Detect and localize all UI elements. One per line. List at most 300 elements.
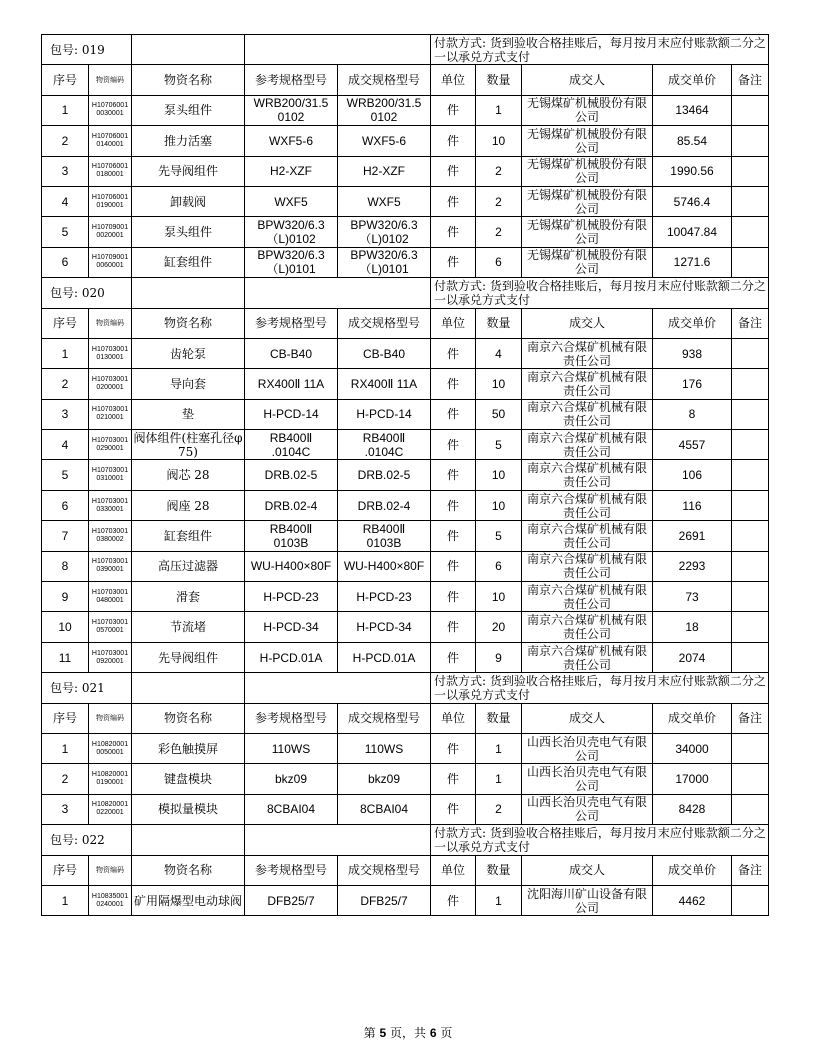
reference-spec: CB-B40 xyxy=(245,338,338,368)
unit-price: 10047.84 xyxy=(653,217,732,247)
deal-spec: WU-H400×80F xyxy=(338,551,431,581)
unit: 件 xyxy=(431,369,476,399)
reference-spec: WXF5-6 xyxy=(245,126,338,156)
unit-price: 17000 xyxy=(653,764,732,794)
item-number: 7 xyxy=(42,521,89,551)
column-header-quantity: 数量 xyxy=(476,703,522,733)
reference-spec: RX400Ⅱ 11A xyxy=(245,369,338,399)
column-header-remark: 备注 xyxy=(732,855,769,885)
package-label: 包号: 020 xyxy=(42,278,132,308)
column-header-material-code: 物资编码 xyxy=(89,65,132,95)
supplier: 南京六合煤矿机械有限责任公司 xyxy=(522,490,653,520)
material-code: H10703001 0310001 xyxy=(89,460,132,490)
quantity: 1 xyxy=(476,733,522,763)
remark xyxy=(732,460,769,490)
deal-spec: H-PCD-23 xyxy=(338,582,431,612)
table-row xyxy=(42,186,769,216)
supplier: 无锡煤矿机械股份有限公司 xyxy=(522,217,653,247)
material-name: 阀芯 28 xyxy=(132,460,245,490)
footer-page-total: 6 xyxy=(429,1026,437,1040)
table-row xyxy=(42,156,769,186)
unit-price: 18 xyxy=(653,612,732,642)
footer-suffix: 页 xyxy=(436,1026,453,1040)
deal-spec: WXF5-6 xyxy=(338,126,431,156)
column-header-row xyxy=(42,308,769,338)
column-header-unit-price: 成交单价 xyxy=(653,65,732,95)
column-header-material-name: 物资名称 xyxy=(132,855,245,885)
quantity: 6 xyxy=(476,551,522,581)
material-name: 垫 xyxy=(132,399,245,429)
unit: 件 xyxy=(431,430,476,460)
item-number: 6 xyxy=(42,247,89,277)
column-header-material-name: 物资名称 xyxy=(132,308,245,338)
table-row xyxy=(42,399,769,429)
material-name: 先导阀组件 xyxy=(132,156,245,186)
item-number: 2 xyxy=(42,126,89,156)
remark xyxy=(732,551,769,581)
material-name: 节流堵 xyxy=(132,612,245,642)
reference-spec: DRB.02-5 xyxy=(245,460,338,490)
quantity: 1 xyxy=(476,95,522,125)
material-code: H10820001 0050001 xyxy=(89,733,132,763)
package-label: 包号: 019 xyxy=(42,35,132,65)
item-number: 9 xyxy=(42,582,89,612)
unit-price: 73 xyxy=(653,582,732,612)
remark xyxy=(732,338,769,368)
table-row xyxy=(42,460,769,490)
table-row xyxy=(42,885,769,915)
package-label: 包号: 021 xyxy=(42,673,132,703)
unit: 件 xyxy=(431,764,476,794)
remark xyxy=(732,399,769,429)
quantity: 2 xyxy=(476,156,522,186)
item-number: 1 xyxy=(42,338,89,368)
reference-spec: H-PCD-14 xyxy=(245,399,338,429)
quantity: 2 xyxy=(476,794,522,824)
remark xyxy=(732,733,769,763)
table-row xyxy=(42,338,769,368)
column-header-unit-price: 成交单价 xyxy=(653,308,732,338)
reference-spec: 8CBAI04 xyxy=(245,794,338,824)
material-code: H10703001 0390001 xyxy=(89,551,132,581)
unit-price: 85.54 xyxy=(653,126,732,156)
material-code: H10703001 0380002 xyxy=(89,521,132,551)
column-header-material-code: 物资编码 xyxy=(89,855,132,885)
payment-terms: 付款方式: 货到验收合格挂账后，每月按月末应付账款额二分之一以承兑方式支付 xyxy=(431,278,769,308)
table-row xyxy=(42,551,769,581)
quantity: 10 xyxy=(476,369,522,399)
deal-spec: DRB.02-4 xyxy=(338,490,431,520)
remark xyxy=(732,490,769,520)
column-header-material-name: 物资名称 xyxy=(132,703,245,733)
unit-price: 4557 xyxy=(653,430,732,460)
quantity: 1 xyxy=(476,764,522,794)
material-name: 阀座 28 xyxy=(132,490,245,520)
unit: 件 xyxy=(431,612,476,642)
material-name: 缸套组件 xyxy=(132,521,245,551)
reference-spec: RB400Ⅱ 0103B xyxy=(245,521,338,551)
unit: 件 xyxy=(431,247,476,277)
remark xyxy=(732,582,769,612)
column-header-material-name: 物资名称 xyxy=(132,65,245,95)
column-header-reference-spec: 参考规格型号 xyxy=(245,855,338,885)
remark xyxy=(732,521,769,551)
item-number: 3 xyxy=(42,399,89,429)
deal-spec: WRB200/31.5 0102 xyxy=(338,95,431,125)
column-header-remark: 备注 xyxy=(732,308,769,338)
column-header-supplier: 成交人 xyxy=(522,855,653,885)
supplier: 南京六合煤矿机械有限责任公司 xyxy=(522,551,653,581)
column-header-item-number: 序号 xyxy=(42,703,89,733)
footer-page-number: 5 xyxy=(379,1026,387,1040)
item-number: 10 xyxy=(42,612,89,642)
unit: 件 xyxy=(431,733,476,763)
material-code: H10706001 0190001 xyxy=(89,186,132,216)
deal-spec: 110WS xyxy=(338,733,431,763)
unit-price: 2074 xyxy=(653,642,732,672)
material-name: 泵头组件 xyxy=(132,95,245,125)
package-row xyxy=(42,673,769,703)
quantity: 5 xyxy=(476,430,522,460)
remark xyxy=(732,156,769,186)
item-number: 3 xyxy=(42,156,89,186)
column-header-deal-spec: 成交规格型号 xyxy=(338,855,431,885)
table-row xyxy=(42,521,769,551)
item-number: 3 xyxy=(42,794,89,824)
reference-spec: H-PCD-34 xyxy=(245,612,338,642)
quantity: 50 xyxy=(476,399,522,429)
blank-cell xyxy=(245,673,431,703)
column-header-row xyxy=(42,855,769,885)
column-header-item-number: 序号 xyxy=(42,855,89,885)
unit-price: 116 xyxy=(653,490,732,520)
deal-spec: CB-B40 xyxy=(338,338,431,368)
quantity: 10 xyxy=(476,490,522,520)
blank-cell xyxy=(132,825,245,855)
remark xyxy=(732,612,769,642)
material-code: H10706001 0030001 xyxy=(89,95,132,125)
unit-price: 13464 xyxy=(653,95,732,125)
supplier: 无锡煤矿机械股份有限公司 xyxy=(522,95,653,125)
remark xyxy=(732,794,769,824)
item-number: 5 xyxy=(42,217,89,247)
unit: 件 xyxy=(431,582,476,612)
column-header-item-number: 序号 xyxy=(42,308,89,338)
deal-spec: H-PCD-34 xyxy=(338,612,431,642)
unit-price: 8 xyxy=(653,399,732,429)
supplier: 南京六合煤矿机械有限责任公司 xyxy=(522,521,653,551)
quantity: 10 xyxy=(476,582,522,612)
remark xyxy=(732,764,769,794)
quantity: 6 xyxy=(476,247,522,277)
remark xyxy=(732,642,769,672)
table-row xyxy=(42,582,769,612)
footer-prefix: 第 xyxy=(363,1026,380,1040)
remark xyxy=(732,369,769,399)
material-name: 先导阀组件 xyxy=(132,642,245,672)
unit: 件 xyxy=(431,460,476,490)
item-number: 5 xyxy=(42,460,89,490)
column-header-reference-spec: 参考规格型号 xyxy=(245,703,338,733)
column-header-quantity: 数量 xyxy=(476,855,522,885)
unit: 件 xyxy=(431,399,476,429)
table-row xyxy=(42,369,769,399)
table-row xyxy=(42,95,769,125)
supplier: 无锡煤矿机械股份有限公司 xyxy=(522,247,653,277)
blank-cell xyxy=(245,278,431,308)
unit: 件 xyxy=(431,521,476,551)
table-row xyxy=(42,126,769,156)
material-code: H10703001 0330001 xyxy=(89,490,132,520)
table-row xyxy=(42,612,769,642)
unit-price: 5746.4 xyxy=(653,186,732,216)
table-row xyxy=(42,430,769,460)
unit: 件 xyxy=(431,186,476,216)
quantity: 1 xyxy=(476,885,522,915)
unit-price: 176 xyxy=(653,369,732,399)
payment-terms: 付款方式: 货到验收合格挂账后，每月按月末应付账款额二分之一以承兑方式支付 xyxy=(431,35,769,65)
material-name: 齿轮泵 xyxy=(132,338,245,368)
deal-spec: RX400Ⅱ 11A xyxy=(338,369,431,399)
supplier: 无锡煤矿机械股份有限公司 xyxy=(522,126,653,156)
unit-price: 2691 xyxy=(653,521,732,551)
column-header-supplier: 成交人 xyxy=(522,308,653,338)
material-name: 矿用隔爆型电动球阀 xyxy=(132,885,245,915)
material-code: H10703001 0200001 xyxy=(89,369,132,399)
material-code: H10703001 0210001 xyxy=(89,399,132,429)
unit-price: 2293 xyxy=(653,551,732,581)
remark xyxy=(732,217,769,247)
column-header-unit: 单位 xyxy=(431,65,476,95)
supplier: 南京六合煤矿机械有限责任公司 xyxy=(522,369,653,399)
column-header-supplier: 成交人 xyxy=(522,65,653,95)
material-name: 泵头组件 xyxy=(132,217,245,247)
quantity: 5 xyxy=(476,521,522,551)
item-number: 1 xyxy=(42,885,89,915)
package-label: 包号: 022 xyxy=(42,825,132,855)
supplier: 南京六合煤矿机械有限责任公司 xyxy=(522,399,653,429)
unit: 件 xyxy=(431,217,476,247)
unit-price: 938 xyxy=(653,338,732,368)
column-header-quantity: 数量 xyxy=(476,65,522,95)
column-header-unit: 单位 xyxy=(431,703,476,733)
supplier: 南京六合煤矿机械有限责任公司 xyxy=(522,582,653,612)
column-header-supplier: 成交人 xyxy=(522,703,653,733)
reference-spec: H-PCD.01A xyxy=(245,642,338,672)
remark xyxy=(732,885,769,915)
column-header-remark: 备注 xyxy=(732,703,769,733)
unit-price: 1990.56 xyxy=(653,156,732,186)
reference-spec: WRB200/31.5 0102 xyxy=(245,95,338,125)
material-code: H10703001 0570001 xyxy=(89,612,132,642)
table-row xyxy=(42,490,769,520)
table-row xyxy=(42,733,769,763)
page-footer xyxy=(0,1024,816,1041)
column-header-row xyxy=(42,65,769,95)
deal-spec: RB400Ⅱ .0104C xyxy=(338,430,431,460)
column-header-unit-price: 成交单价 xyxy=(653,703,732,733)
unit: 件 xyxy=(431,885,476,915)
deal-spec: H-PCD-14 xyxy=(338,399,431,429)
quantity: 2 xyxy=(476,217,522,247)
unit-price: 1271.6 xyxy=(653,247,732,277)
deal-spec: RB400Ⅱ 0103B xyxy=(338,521,431,551)
material-code: H10709001 0020001 xyxy=(89,217,132,247)
unit: 件 xyxy=(431,642,476,672)
footer-middle: 页，共 xyxy=(386,1026,430,1040)
payment-terms: 付款方式: 货到验收合格挂账后，每月按月末应付账款额二分之一以承兑方式支付 xyxy=(431,825,769,855)
material-code: H10835001 0240001 xyxy=(89,885,132,915)
deal-spec: bkz09 xyxy=(338,764,431,794)
deal-spec: DRB.02-5 xyxy=(338,460,431,490)
remark xyxy=(732,247,769,277)
deal-spec: 8CBAI04 xyxy=(338,794,431,824)
material-name: 导向套 xyxy=(132,369,245,399)
reference-spec: DRB.02-4 xyxy=(245,490,338,520)
deal-spec: WXF5 xyxy=(338,186,431,216)
deal-spec: H2-XZF xyxy=(338,156,431,186)
unit: 件 xyxy=(431,794,476,824)
column-header-unit: 单位 xyxy=(431,855,476,885)
item-number: 8 xyxy=(42,551,89,581)
unit-price: 8428 xyxy=(653,794,732,824)
package-row xyxy=(42,278,769,308)
supplier: 南京六合煤矿机械有限责任公司 xyxy=(522,642,653,672)
reference-spec: RB400Ⅱ .0104C xyxy=(245,430,338,460)
reference-spec: BPW320/6.3 （L)0102 xyxy=(245,217,338,247)
supplier: 沈阳海川矿山设备有限公司 xyxy=(522,885,653,915)
column-header-reference-spec: 参考规格型号 xyxy=(245,308,338,338)
column-header-quantity: 数量 xyxy=(476,308,522,338)
material-code: H10706001 0180001 xyxy=(89,156,132,186)
supplier: 无锡煤矿机械股份有限公司 xyxy=(522,186,653,216)
quantity: 2 xyxy=(476,186,522,216)
unit: 件 xyxy=(431,338,476,368)
unit-price: 106 xyxy=(653,460,732,490)
remark xyxy=(732,95,769,125)
remark xyxy=(732,186,769,216)
quantity: 10 xyxy=(476,126,522,156)
material-name: 阀体组件(柱塞孔径φ75) xyxy=(133,430,243,459)
item-number: 1 xyxy=(42,733,89,763)
material-name: 滑套 xyxy=(132,582,245,612)
supplier: 南京六合煤矿机械有限责任公司 xyxy=(522,612,653,642)
reference-spec: WU-H400×80F xyxy=(245,551,338,581)
table-row xyxy=(42,642,769,672)
unit: 件 xyxy=(431,551,476,581)
unit-price: 4462 xyxy=(653,885,732,915)
material-code: H10703001 0480001 xyxy=(89,582,132,612)
payment-terms: 付款方式: 货到验收合格挂账后，每月按月末应付账款额二分之一以承兑方式支付 xyxy=(431,673,769,703)
column-header-material-code: 物资编码 xyxy=(89,308,132,338)
supplier: 山西长治贝壳电气有限公司 xyxy=(522,733,653,763)
package-row xyxy=(42,35,769,65)
unit: 件 xyxy=(431,126,476,156)
reference-spec: H-PCD-23 xyxy=(245,582,338,612)
reference-spec: 110WS xyxy=(245,733,338,763)
deal-spec: BPW320/6.3 （L)0101 xyxy=(338,247,431,277)
material-name: 键盘模块 xyxy=(132,764,245,794)
unit: 件 xyxy=(431,95,476,125)
reference-spec: WXF5 xyxy=(245,186,338,216)
table-row xyxy=(42,794,769,824)
blank-cell xyxy=(245,825,431,855)
supplier: 南京六合煤矿机械有限责任公司 xyxy=(522,430,653,460)
material-code: H10703001 0920001 xyxy=(89,642,132,672)
item-number: 4 xyxy=(42,430,89,460)
deal-spec: H-PCD.01A xyxy=(338,642,431,672)
quantity: 10 xyxy=(476,460,522,490)
reference-spec: DFB25/7 xyxy=(245,885,338,915)
column-header-deal-spec: 成交规格型号 xyxy=(338,65,431,95)
material-code: H10820001 0220001 xyxy=(89,794,132,824)
procurement-table xyxy=(41,34,769,916)
column-header-material-code: 物资编码 xyxy=(89,703,132,733)
column-header-item-number: 序号 xyxy=(42,65,89,95)
package-row xyxy=(42,825,769,855)
column-header-remark: 备注 xyxy=(732,65,769,95)
material-code: H10709001 0060001 xyxy=(89,247,132,277)
reference-spec: BPW320/6.3 （L)0101 xyxy=(245,247,338,277)
material-name: 缸套组件 xyxy=(132,247,245,277)
item-number: 4 xyxy=(42,186,89,216)
unit: 件 xyxy=(431,490,476,520)
table-row xyxy=(42,217,769,247)
column-header-unit-price: 成交单价 xyxy=(653,855,732,885)
material-code: H10703001 0290001 xyxy=(89,430,132,460)
supplier: 无锡煤矿机械股份有限公司 xyxy=(522,156,653,186)
material-name: 高压过滤器 xyxy=(132,551,245,581)
material-name: 卸载阀 xyxy=(132,186,245,216)
quantity: 20 xyxy=(476,612,522,642)
supplier: 山西长治贝壳电气有限公司 xyxy=(522,764,653,794)
supplier: 南京六合煤矿机械有限责任公司 xyxy=(522,460,653,490)
remark xyxy=(732,430,769,460)
material-code: H10820001 0190001 xyxy=(89,764,132,794)
reference-spec: H2-XZF xyxy=(245,156,338,186)
supplier: 南京六合煤矿机械有限责任公司 xyxy=(522,338,653,368)
blank-cell xyxy=(132,278,245,308)
item-number: 2 xyxy=(42,369,89,399)
reference-spec: bkz09 xyxy=(245,764,338,794)
quantity: 9 xyxy=(476,642,522,672)
remark xyxy=(732,126,769,156)
item-number: 11 xyxy=(42,642,89,672)
quantity: 4 xyxy=(476,338,522,368)
table-row xyxy=(42,247,769,277)
blank-cell xyxy=(132,673,245,703)
blank-cell xyxy=(245,35,431,65)
column-header-deal-spec: 成交规格型号 xyxy=(338,703,431,733)
material-code: H10703001 0130001 xyxy=(89,338,132,368)
material-code: H10706001 0140001 xyxy=(89,126,132,156)
item-number: 6 xyxy=(42,490,89,520)
supplier: 山西长治贝壳电气有限公司 xyxy=(522,794,653,824)
blank-cell xyxy=(132,35,245,65)
material-name: 推力活塞 xyxy=(132,126,245,156)
item-number: 1 xyxy=(42,95,89,125)
unit: 件 xyxy=(431,156,476,186)
column-header-unit: 单位 xyxy=(431,308,476,338)
column-header-row xyxy=(42,703,769,733)
material-name: 彩色触摸屏 xyxy=(132,733,245,763)
unit-price: 34000 xyxy=(653,733,732,763)
item-number: 2 xyxy=(42,764,89,794)
table-row xyxy=(42,764,769,794)
deal-spec: DFB25/7 xyxy=(338,885,431,915)
column-header-reference-spec: 参考规格型号 xyxy=(245,65,338,95)
material-name: 模拟量模块 xyxy=(132,794,245,824)
